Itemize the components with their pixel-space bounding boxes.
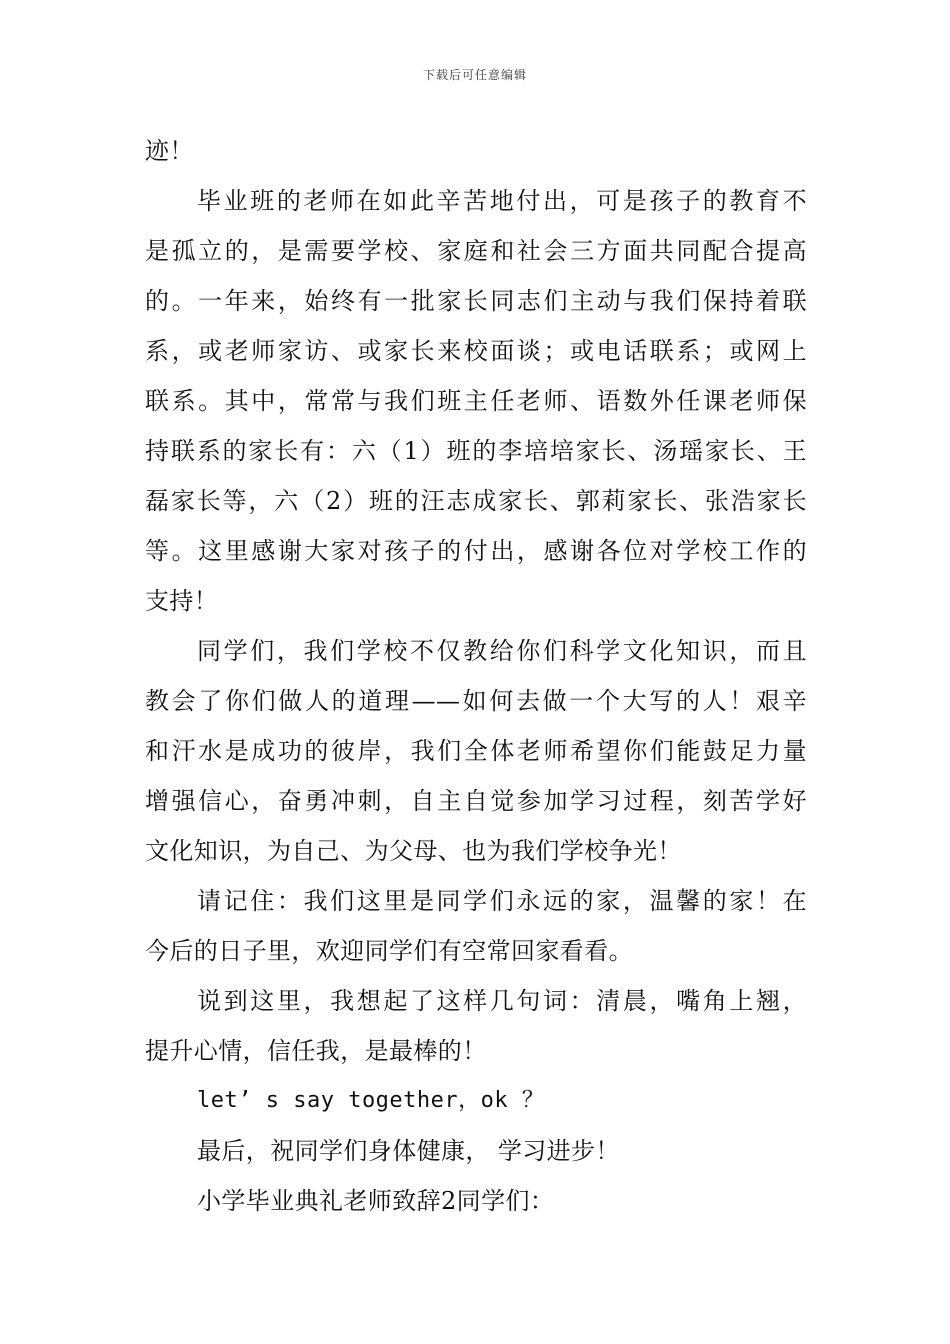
paragraph-line: 同学们，我们学校不仅教给你们科学文化知识，而且: [197, 637, 807, 665]
page-header: 下载后可任意编辑: [422, 68, 527, 82]
paragraph-line: 文化知识，为自己、为父母、也为我们学校争光！: [145, 837, 682, 865]
paragraph-line: 是孤立的，是需要学校、家庭和社会三方面共同配合提高: [145, 237, 807, 265]
paragraph-line: 支持！: [145, 587, 219, 615]
paragraph-line: 和汗水是成功的彼岸，我们全体老师希望你们能鼓足力量: [145, 737, 807, 765]
paragraph-line: 小学毕业典礼老师致辞2同学们：: [197, 1187, 555, 1215]
paragraph-line: 磊家长等，六（2）班的汪志成家长、郭莉家长、张浩家长: [145, 487, 807, 515]
paragraph-line: 今后的日子里，欢迎同学们有空常回家看看。: [145, 937, 633, 965]
paragraph-line: 迹！: [145, 137, 194, 165]
document-body: [145, 126, 807, 1226]
paragraph-line: 的。一年来，始终有一批家长同志们主动与我们保持着联: [145, 287, 807, 315]
paragraph-line: 系，或老师家访、或家长来校面谈；或电话联系；或网上: [145, 337, 807, 365]
paragraph-line: 毕业班的老师在如此辛苦地付出，可是孩子的教育不: [197, 187, 807, 215]
paragraph-line: 等。这里感谢大家对孩子的付出，感谢各位对学校工作的: [145, 537, 807, 565]
paragraph-line: 说到这里，我想起了这样几句词：清晨，嘴角上翘，: [197, 987, 807, 1015]
paragraph-line: 提升心情，信任我，是最棒的！: [145, 1037, 487, 1065]
paragraph-line: 请记住：我们这里是同学们永远的家，温馨的家！在: [197, 887, 807, 915]
paragraph-line: 持联系的家长有：六（1）班的李培培家长、汤瑶家长、王: [145, 437, 807, 465]
paragraph-line: 增强信心，奋勇冲刺，自主自觉参加学习过程，刻苦学好: [145, 787, 807, 815]
paragraph-line: let’ s say together，ok ？: [197, 1088, 545, 1113]
paragraph-line: 最后，祝同学们身体健康， 学习进步！: [197, 1137, 620, 1165]
paragraph-line: 教会了你们做人的道理——如何去做一个大写的人！艰辛: [145, 687, 807, 715]
paragraph-line: 联系。其中，常常与我们班主任老师、语数外任课老师保: [145, 387, 807, 415]
